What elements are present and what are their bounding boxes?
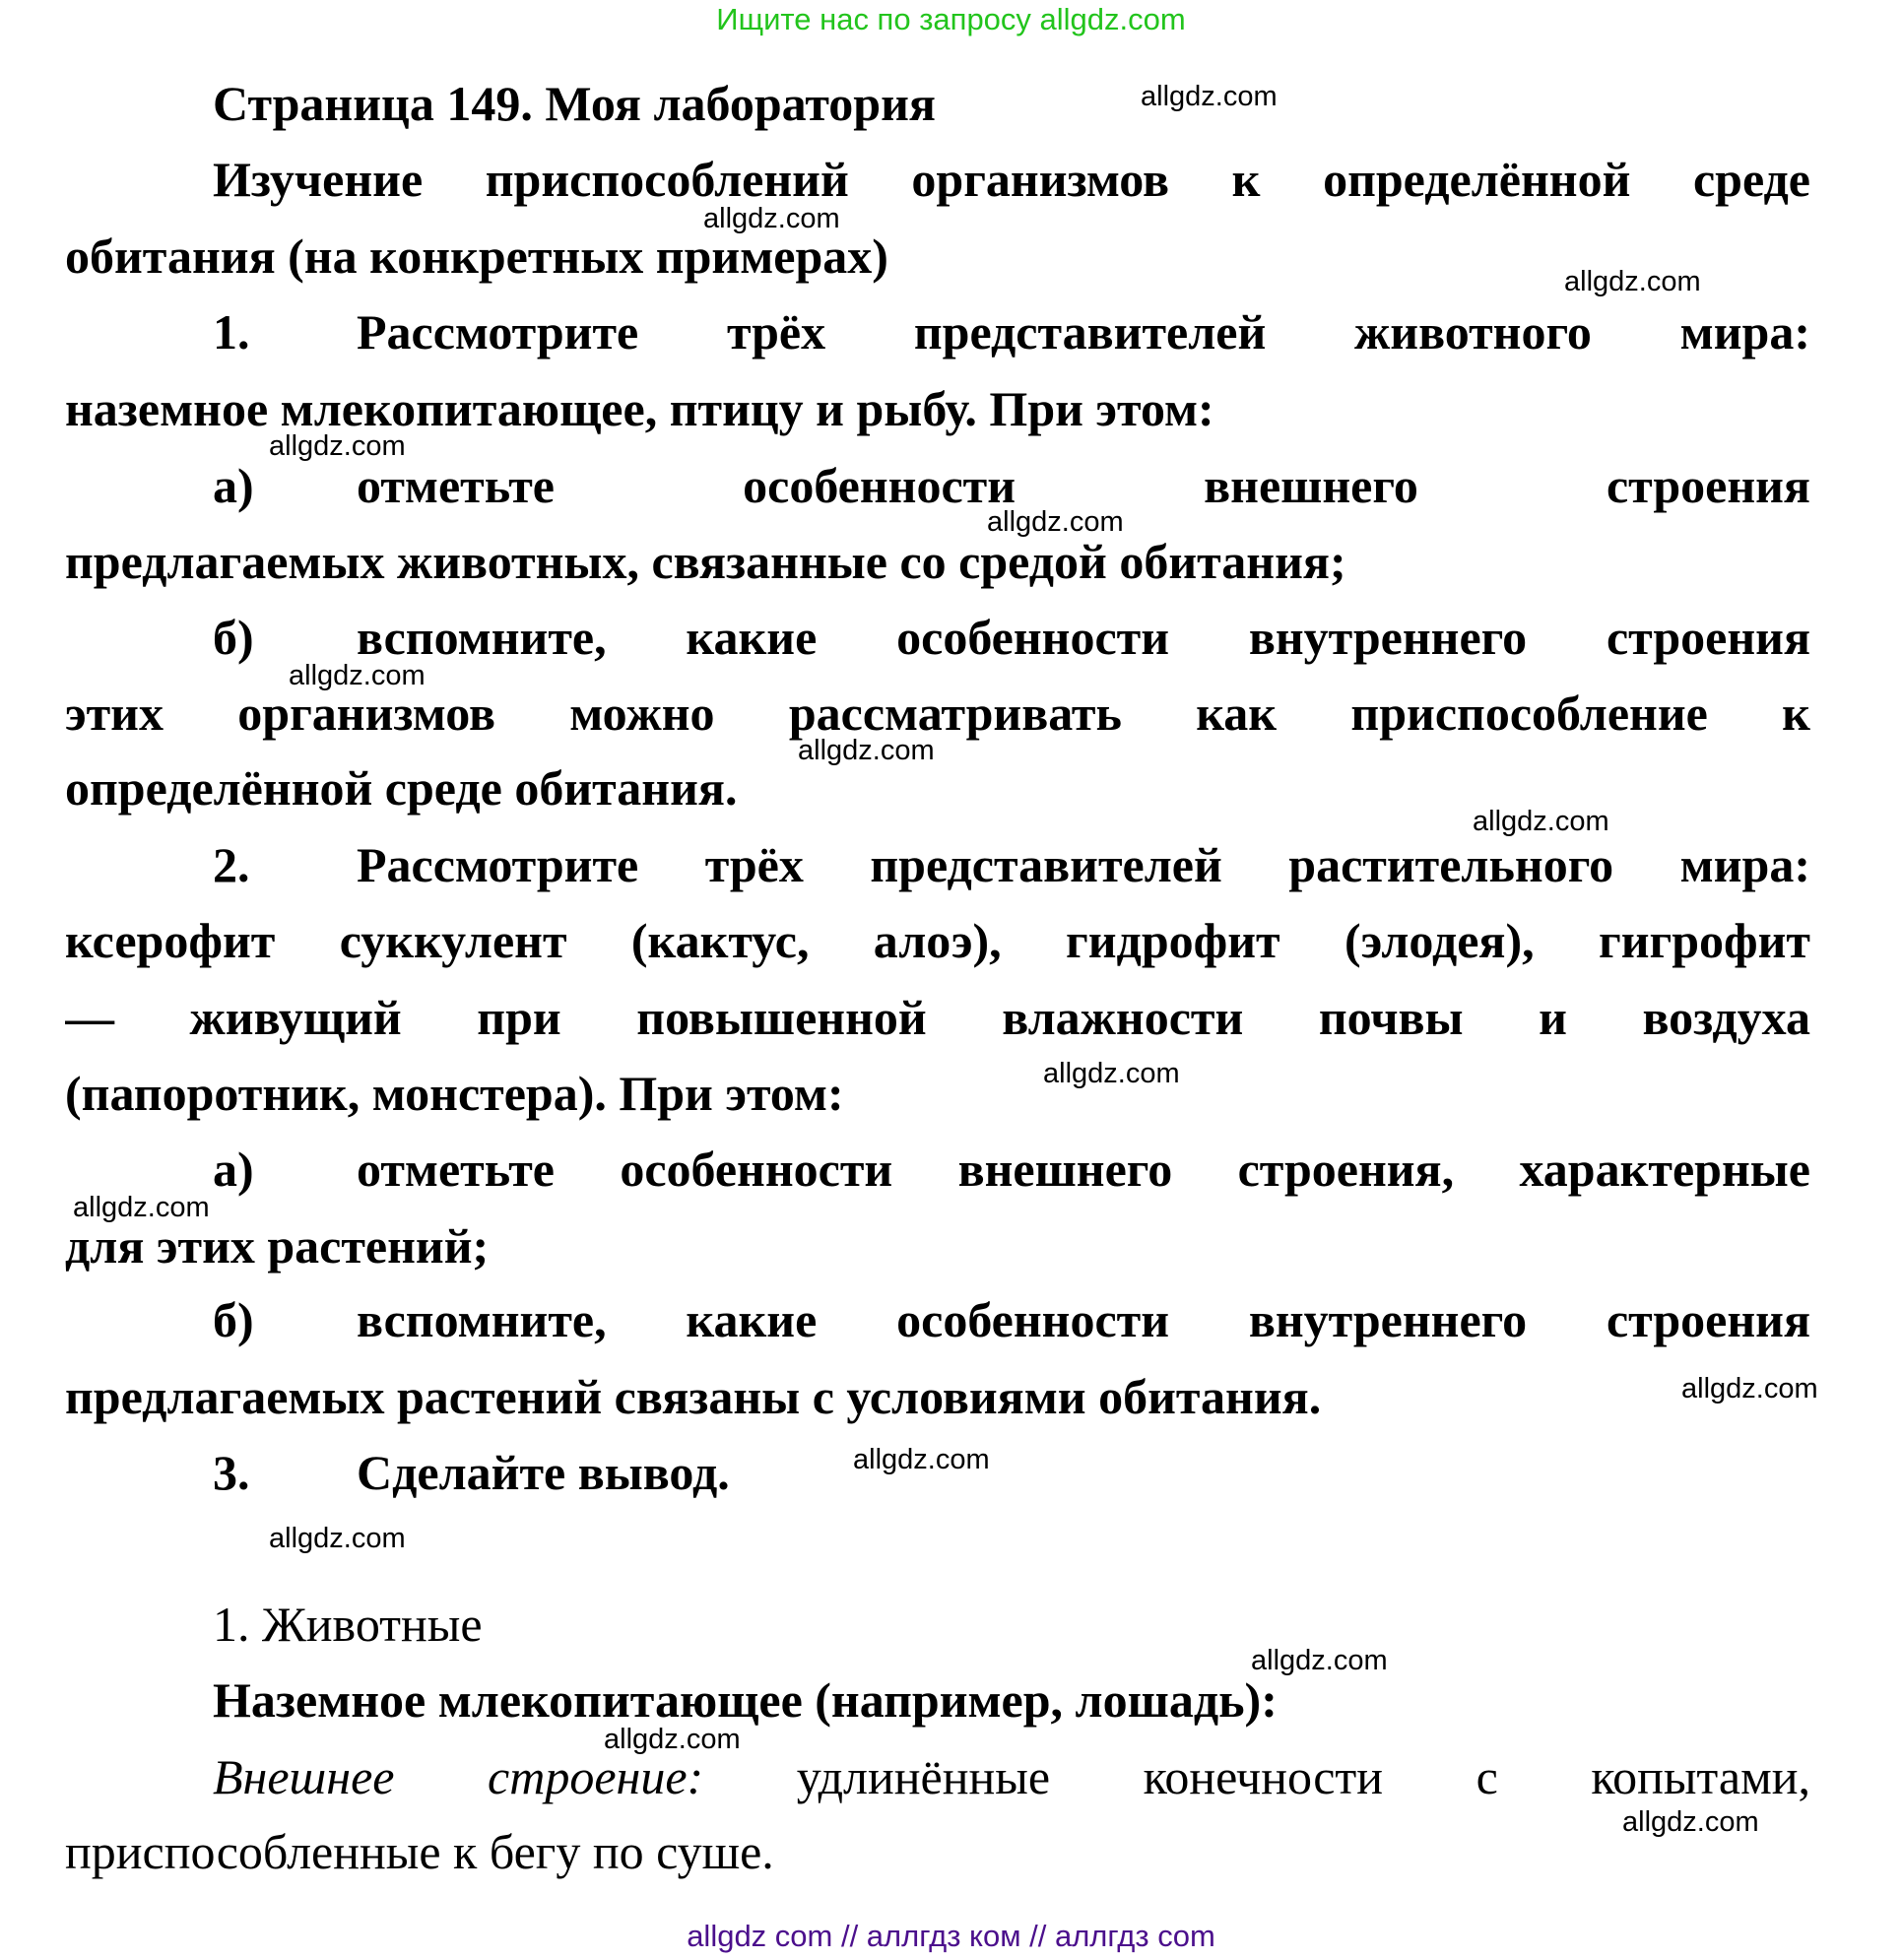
task-number: 2. — [213, 837, 250, 892]
watermark: allgdz.com — [1141, 81, 1278, 112]
task-number: 3. — [213, 1445, 250, 1500]
task-line: вспомните, какие особенности внутреннего строения — [357, 610, 1810, 665]
task-line: Рассмотрите трёх представителей животного мира: — [357, 304, 1810, 359]
task-number: 1. — [213, 304, 250, 359]
subtask-letter: б) — [213, 610, 254, 665]
task-line: (папоротник, монстера). При этом: — [65, 1066, 844, 1121]
page-title: Страница 149. Моя лаборатория — [213, 76, 936, 131]
task-line: отметьте особенности внешнего строения — [357, 458, 1810, 513]
task-line: для этих растений; — [65, 1218, 490, 1274]
heading-line: Изучение приспособлений организмов к определённой среде — [213, 152, 1810, 207]
subtask-letter: а) — [213, 1142, 254, 1197]
watermark: allgdz.com — [269, 430, 406, 462]
task-line: отметьте особенности внешнего строения, характерные — [357, 1142, 1810, 1197]
answer-subheading: Наземное млекопитающее (например, лошадь): — [213, 1672, 1278, 1728]
answer-section: 1. Животные — [213, 1597, 483, 1652]
watermark: allgdz.com — [73, 1192, 210, 1223]
watermark: allgdz.com — [269, 1523, 406, 1554]
task-line: Сделайте вывод. — [357, 1445, 730, 1500]
task-line: предлагаемых растений связаны с условиями обитания. — [65, 1369, 1322, 1424]
answer-line: приспособленные к бегу по суше. — [65, 1824, 774, 1879]
watermark: allgdz.com — [1564, 266, 1701, 297]
subtask-letter: б) — [213, 1292, 254, 1347]
watermark: allgdz.com — [703, 203, 840, 234]
watermark: allgdz.com — [853, 1444, 990, 1475]
watermark: allgdz.com — [1681, 1373, 1818, 1405]
watermark: allgdz.com — [798, 735, 935, 766]
watermark: allgdz.com — [1473, 806, 1609, 837]
task-line: предлагаемых животных, связанные со средой обитания; — [65, 534, 1346, 589]
footer-banner: allgdz com // аллгдз ком // аллгдз com — [687, 1919, 1215, 1953]
watermark: allgdz.com — [604, 1724, 741, 1755]
search-banner: Ищите нас по запросу allgdz.com — [716, 2, 1186, 36]
task-line: ксерофит суккулент (кактус, алоэ), гидрофит (элодея), гигрофит — [65, 913, 1810, 968]
watermark: allgdz.com — [987, 506, 1124, 538]
answer-text: удлинённые конечности с копытами, — [796, 1749, 1810, 1804]
watermark: allgdz.com — [1043, 1058, 1180, 1089]
task-line: вспомните, какие особенности внутреннего строения — [357, 1292, 1810, 1347]
task-line: наземное млекопитающее, птицу и рыбу. При этом: — [65, 381, 1214, 436]
task-line: Рассмотрите трёх представителей растительного мира: — [357, 837, 1810, 892]
answer-label: Внешнее строение: — [213, 1749, 704, 1804]
subtask-letter: а) — [213, 458, 254, 513]
task-line: — живущий при повышенной влажности почвы и воздуха — [65, 990, 1810, 1045]
watermark: allgdz.com — [1622, 1806, 1759, 1838]
task-line: определённой среде обитания. — [65, 760, 738, 816]
watermark: allgdz.com — [289, 660, 426, 691]
task-line: этих организмов можно рассматривать как приспособление к — [65, 686, 1810, 741]
heading-line: обитания (на конкретных примерах) — [65, 229, 888, 284]
answer-line — [213, 1747, 1810, 1806]
watermark: allgdz.com — [1251, 1645, 1388, 1676]
